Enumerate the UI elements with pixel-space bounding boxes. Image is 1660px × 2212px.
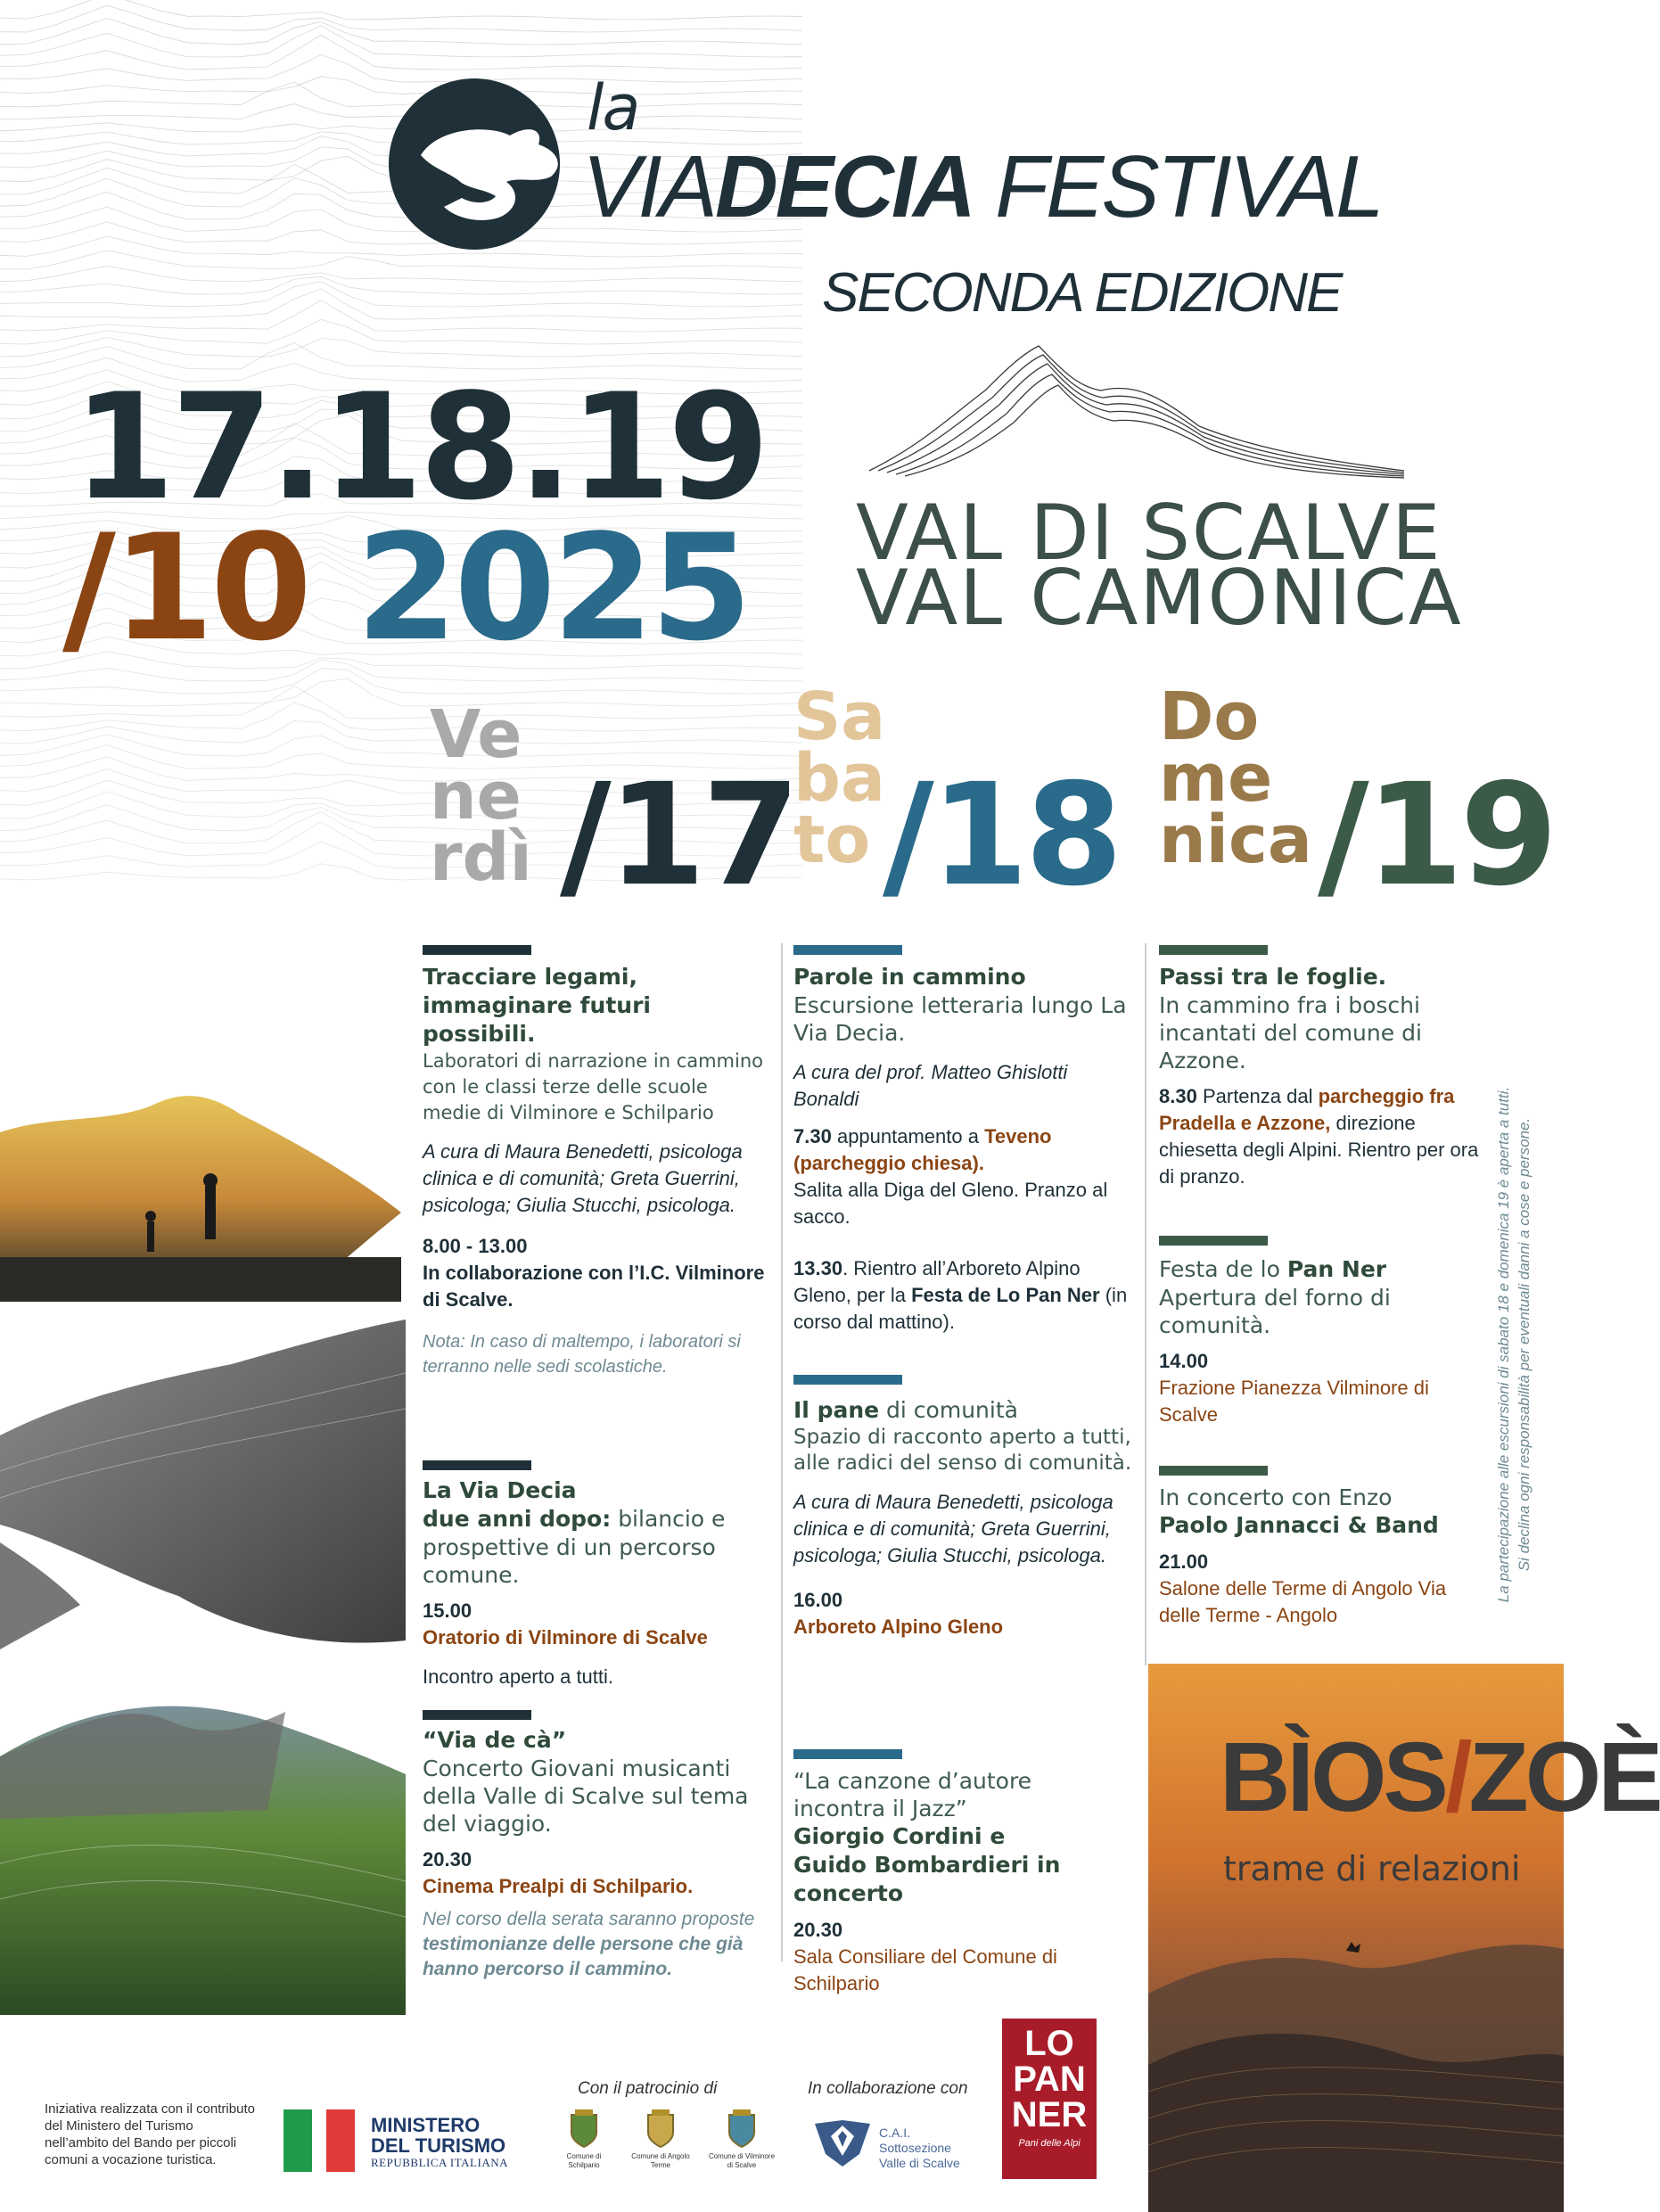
event-place: Salone delle Terme di Angolo Via delle Terme - Angolo xyxy=(1159,1577,1447,1626)
crest-icon xyxy=(645,2109,676,2149)
comune-name: Comune di Angolo Terme xyxy=(631,2152,690,2169)
ministry-line-b: DEL TURISMO xyxy=(371,2134,506,2157)
bios-zoe-panel xyxy=(1148,1664,1660,2212)
column-divider xyxy=(781,943,783,1961)
event-note-a: Nel corso della serata saranno proposte xyxy=(423,1909,755,1929)
lopanner-logo xyxy=(1002,2019,1097,2179)
section-bar xyxy=(423,1710,531,1720)
bios-slash: / xyxy=(1444,1723,1469,1832)
event-place: parcheggio fra Pradella e Azzone, xyxy=(1159,1085,1455,1134)
event-title: In concerto con Enzo xyxy=(1159,1484,1393,1510)
event-subtitle: “La canzone d’autore incontra il Jazz” xyxy=(793,1768,1032,1821)
lopanner-line: PAN xyxy=(1013,2060,1086,2099)
day-name-sunday xyxy=(1159,678,1312,878)
contour-line xyxy=(0,300,802,332)
festival-year: 2025 xyxy=(356,503,749,673)
event-text-d: (in corso dal mattino). xyxy=(793,1284,1128,1333)
cai-line: C.A.I. xyxy=(879,2126,911,2140)
day-number-saturday: /18 xyxy=(883,753,1120,917)
comune-schilpario xyxy=(555,2109,613,2170)
event-curator: A cura di Maura Benedetti, psicologa clinica e di comunità; Greta Guerrini, psicologa; Giulia Stucchi, psicologa. xyxy=(423,1140,743,1216)
event-title-b: Pan Ner xyxy=(1286,1256,1387,1282)
event-title-b: due anni dopo: xyxy=(423,1506,612,1532)
crest-icon xyxy=(727,2109,757,2149)
ministry-line-c: REPUBBLICA ITALIANA xyxy=(371,2156,508,2169)
section-bar xyxy=(793,945,902,955)
logo-edition: SECONDA EDIZIONE xyxy=(822,262,1342,324)
event-title: La Via Decia xyxy=(423,1477,577,1503)
event-text-c: . Rientro all’Arboreto Alpino Gleno, per la xyxy=(793,1257,1081,1306)
patronage-label: Con il patrocinio di xyxy=(578,2079,718,2098)
event-text: Partenza dal xyxy=(1202,1085,1313,1107)
cai-line: Valle di Scalve xyxy=(879,2156,960,2170)
day-number-sunday: /19 xyxy=(1318,753,1555,917)
friday-event-workshop xyxy=(423,963,770,1379)
day-name-friday xyxy=(430,696,532,896)
event-description: Spazio di racconto aperto a tutti, alle radici del senso di comunità. xyxy=(793,1426,1132,1475)
event-text: appuntamento a xyxy=(836,1125,979,1147)
event-time: 14.00 xyxy=(1159,1350,1209,1372)
initiative-text: Iniziativa realizzata con il contributo del Ministero del Turismo nell’ambito del Bando per piccoli comuni a vocazione turistica. xyxy=(45,2101,255,2167)
event-note: Nota: In caso di maltempo, i laboratori si terranno nelle sedi scolastiche. xyxy=(423,1332,741,1377)
section-bar xyxy=(1159,1466,1268,1476)
location-line1: VAL DI SCALVE xyxy=(856,489,1442,578)
contour-line xyxy=(0,266,802,282)
event-curator: A cura del prof. Matteo Ghislotti Bonaldi xyxy=(793,1061,1068,1110)
section-bar xyxy=(793,1375,902,1385)
ministry-line-a: MINISTERO xyxy=(371,2114,481,2136)
logo-la: la xyxy=(587,71,639,144)
contour-line xyxy=(0,18,802,45)
event-time: 21.00 xyxy=(1159,1550,1209,1573)
day-name-line: Sa xyxy=(793,678,886,755)
event-fest: Festa de Lo Pan Ner xyxy=(911,1284,1100,1306)
cai-logo-icon xyxy=(813,2118,872,2168)
logo-decia: DECIA xyxy=(714,137,974,235)
contour-line xyxy=(0,251,802,269)
day-name-line: me xyxy=(1159,739,1273,817)
day-name-line: nica xyxy=(1159,801,1312,878)
event-time: 7.30 xyxy=(793,1125,832,1147)
italy-flag-icon xyxy=(284,2109,355,2172)
side-note-line2: Si declina ogni responsabilità per eventuali danni a cose e persone. xyxy=(1516,1117,1533,1572)
crest-icon xyxy=(569,2109,599,2149)
zoe-title: ZOÈ xyxy=(1468,1723,1660,1832)
event-description: Concerto Giovani musicanti della Valle di Scalve sul tema del viaggio. xyxy=(423,1756,749,1837)
event-title-b: Paolo Jannacci & Band xyxy=(1159,1512,1439,1538)
location-line2: VAL CAMONICA xyxy=(856,554,1463,643)
saturday-event-bread xyxy=(793,1396,1132,1640)
sunday-event-walk xyxy=(1159,963,1480,1190)
day-number-friday: /17 xyxy=(560,753,797,917)
comune-angolo-terme xyxy=(631,2109,690,2170)
contour-line xyxy=(0,276,802,294)
bios-subtitle: trame di relazioni xyxy=(1223,1849,1521,1888)
contour-line xyxy=(0,35,802,70)
event-time: 20.30 xyxy=(423,1848,473,1871)
event-collaboration: In collaborazione con l’I.C. Vilminore di Scalve. xyxy=(423,1262,765,1311)
event-text-b: direzione chiesetta degli Alpini. Rientro per ora di pranzo. xyxy=(1159,1112,1479,1188)
day-name-line: to xyxy=(793,801,871,878)
bios-zoe-title xyxy=(1220,1721,1660,1834)
contour-line xyxy=(0,686,802,719)
event-note-b: testimonianze delle persone che già hanno percorso il cammino. xyxy=(423,1934,744,1979)
event-description: In cammino fra i boschi incantati del comune di Azzone. xyxy=(1159,992,1422,1073)
bios-title: BÌOS xyxy=(1220,1723,1445,1832)
contour-line xyxy=(0,337,802,357)
lopanner-line: NER xyxy=(1011,2095,1088,2134)
event-title: Il pane xyxy=(793,1397,880,1423)
day-name-line: Do xyxy=(1159,678,1260,755)
day-name-line: ne xyxy=(430,757,522,835)
event-description: Apertura del forno di comunità. xyxy=(1159,1285,1391,1338)
event-curator: A cura di Maura Benedetti, psicologa clinica e di comunità; Greta Guerrini, psicologa; Giulia Stucchi, psicologa. xyxy=(793,1491,1114,1566)
section-bar xyxy=(1159,1236,1268,1246)
event-text-b: Salita alla Diga del Gleno. Pranzo al sacco. xyxy=(793,1179,1108,1228)
logo-festival: FESTIVAL xyxy=(995,137,1382,235)
column-divider xyxy=(1145,943,1146,1665)
section-bar xyxy=(423,1460,531,1470)
logo-title xyxy=(582,137,1382,235)
festival-days: 17.18.19 xyxy=(73,362,767,532)
event-place: Teveno (parcheggio chiesa). xyxy=(793,1125,1052,1174)
day-name-line: rdì xyxy=(430,818,532,896)
contour-line xyxy=(0,721,802,744)
event-title: Tracciare legami, immaginare futuri possibili. xyxy=(423,964,651,1047)
event-title: Giorgio Cordini e Guido Bombardieri in concerto xyxy=(793,1823,1061,1906)
saturday-event-hike xyxy=(793,963,1134,1336)
contour-line xyxy=(0,703,802,731)
festival-month-year xyxy=(62,503,749,673)
event-time: 15.00 xyxy=(423,1599,473,1622)
mountain-lineart-icon xyxy=(869,337,1413,480)
event-time2: 13.30 xyxy=(793,1257,843,1279)
logo-via: VIA xyxy=(582,137,715,235)
saturday-event-jazz xyxy=(793,1767,1061,1997)
event-place: Frazione Pianezza Vilminore di Scalve xyxy=(1159,1377,1429,1426)
event-time: 8.30 xyxy=(1159,1085,1197,1107)
side-note-line1: La partecipazione alle escursioni di sabato 18 e domenica 19 è aperta a tutti. xyxy=(1495,1086,1512,1603)
friday-event-review xyxy=(423,1476,761,1690)
event-place: Cinema Prealpi di Schilpario. xyxy=(423,1875,694,1897)
cai-line: Sottosezione xyxy=(879,2141,951,2155)
collab-label: In collaborazione con xyxy=(808,2079,968,2098)
comune-vilminore xyxy=(708,2109,776,2170)
bear-logo-icon xyxy=(385,73,572,251)
comune-name: Comune di Vilminore di Scalve xyxy=(708,2152,776,2169)
day-name-saturday xyxy=(793,678,886,878)
event-title-b: di comunità xyxy=(886,1397,1018,1423)
sunday-event-concert xyxy=(1159,1484,1462,1629)
event-description: Laboratori di narrazione in cammino con le classi terze delle scuole medie di Vilminore e Schilpario xyxy=(423,1050,764,1123)
event-description: Escursione letteraria lungo La Via Decia. xyxy=(793,992,1127,1046)
event-title: “Via de cà” xyxy=(423,1727,567,1753)
friday-event-concert xyxy=(423,1726,761,1982)
event-time: 20.30 xyxy=(793,1919,843,1941)
section-bar xyxy=(1159,945,1268,955)
event-place: Oratorio di Vilminore di Scalve xyxy=(423,1626,708,1649)
event-time: 8.00 - 13.00 xyxy=(423,1235,528,1257)
photo-collage xyxy=(0,1079,410,2019)
lopanner-line: LO xyxy=(1024,2024,1074,2063)
side-note xyxy=(1487,1070,1541,1632)
festival-month: /10 xyxy=(62,503,309,673)
comune-name: Comune di Schilpario xyxy=(566,2152,602,2169)
ministry-logo xyxy=(371,2115,508,2170)
cai-text xyxy=(879,2126,960,2171)
sunday-event-bread-fest xyxy=(1159,1255,1444,1428)
event-extra: Incontro aperto a tutti. xyxy=(423,1665,614,1688)
day-name-line: ba xyxy=(793,739,885,817)
section-bar xyxy=(423,945,531,955)
event-place: Arboreto Alpino Gleno xyxy=(793,1616,1004,1638)
event-title: Parole in cammino xyxy=(793,964,1026,990)
event-title: Passi tra le foglie. xyxy=(1159,964,1387,990)
event-place: Sala Consiliare del Comune di Schilpario xyxy=(793,1945,1057,1994)
section-bar xyxy=(793,1749,902,1759)
event-title: Festa de lo xyxy=(1159,1256,1280,1282)
event-time: 16.00 xyxy=(793,1589,843,1611)
day-name-line: Ve xyxy=(430,696,522,773)
event-description: bilancio e prospettive di un percorso comune. xyxy=(423,1506,726,1588)
lopanner-sub: Pani delle Alpi xyxy=(1018,2138,1081,2149)
